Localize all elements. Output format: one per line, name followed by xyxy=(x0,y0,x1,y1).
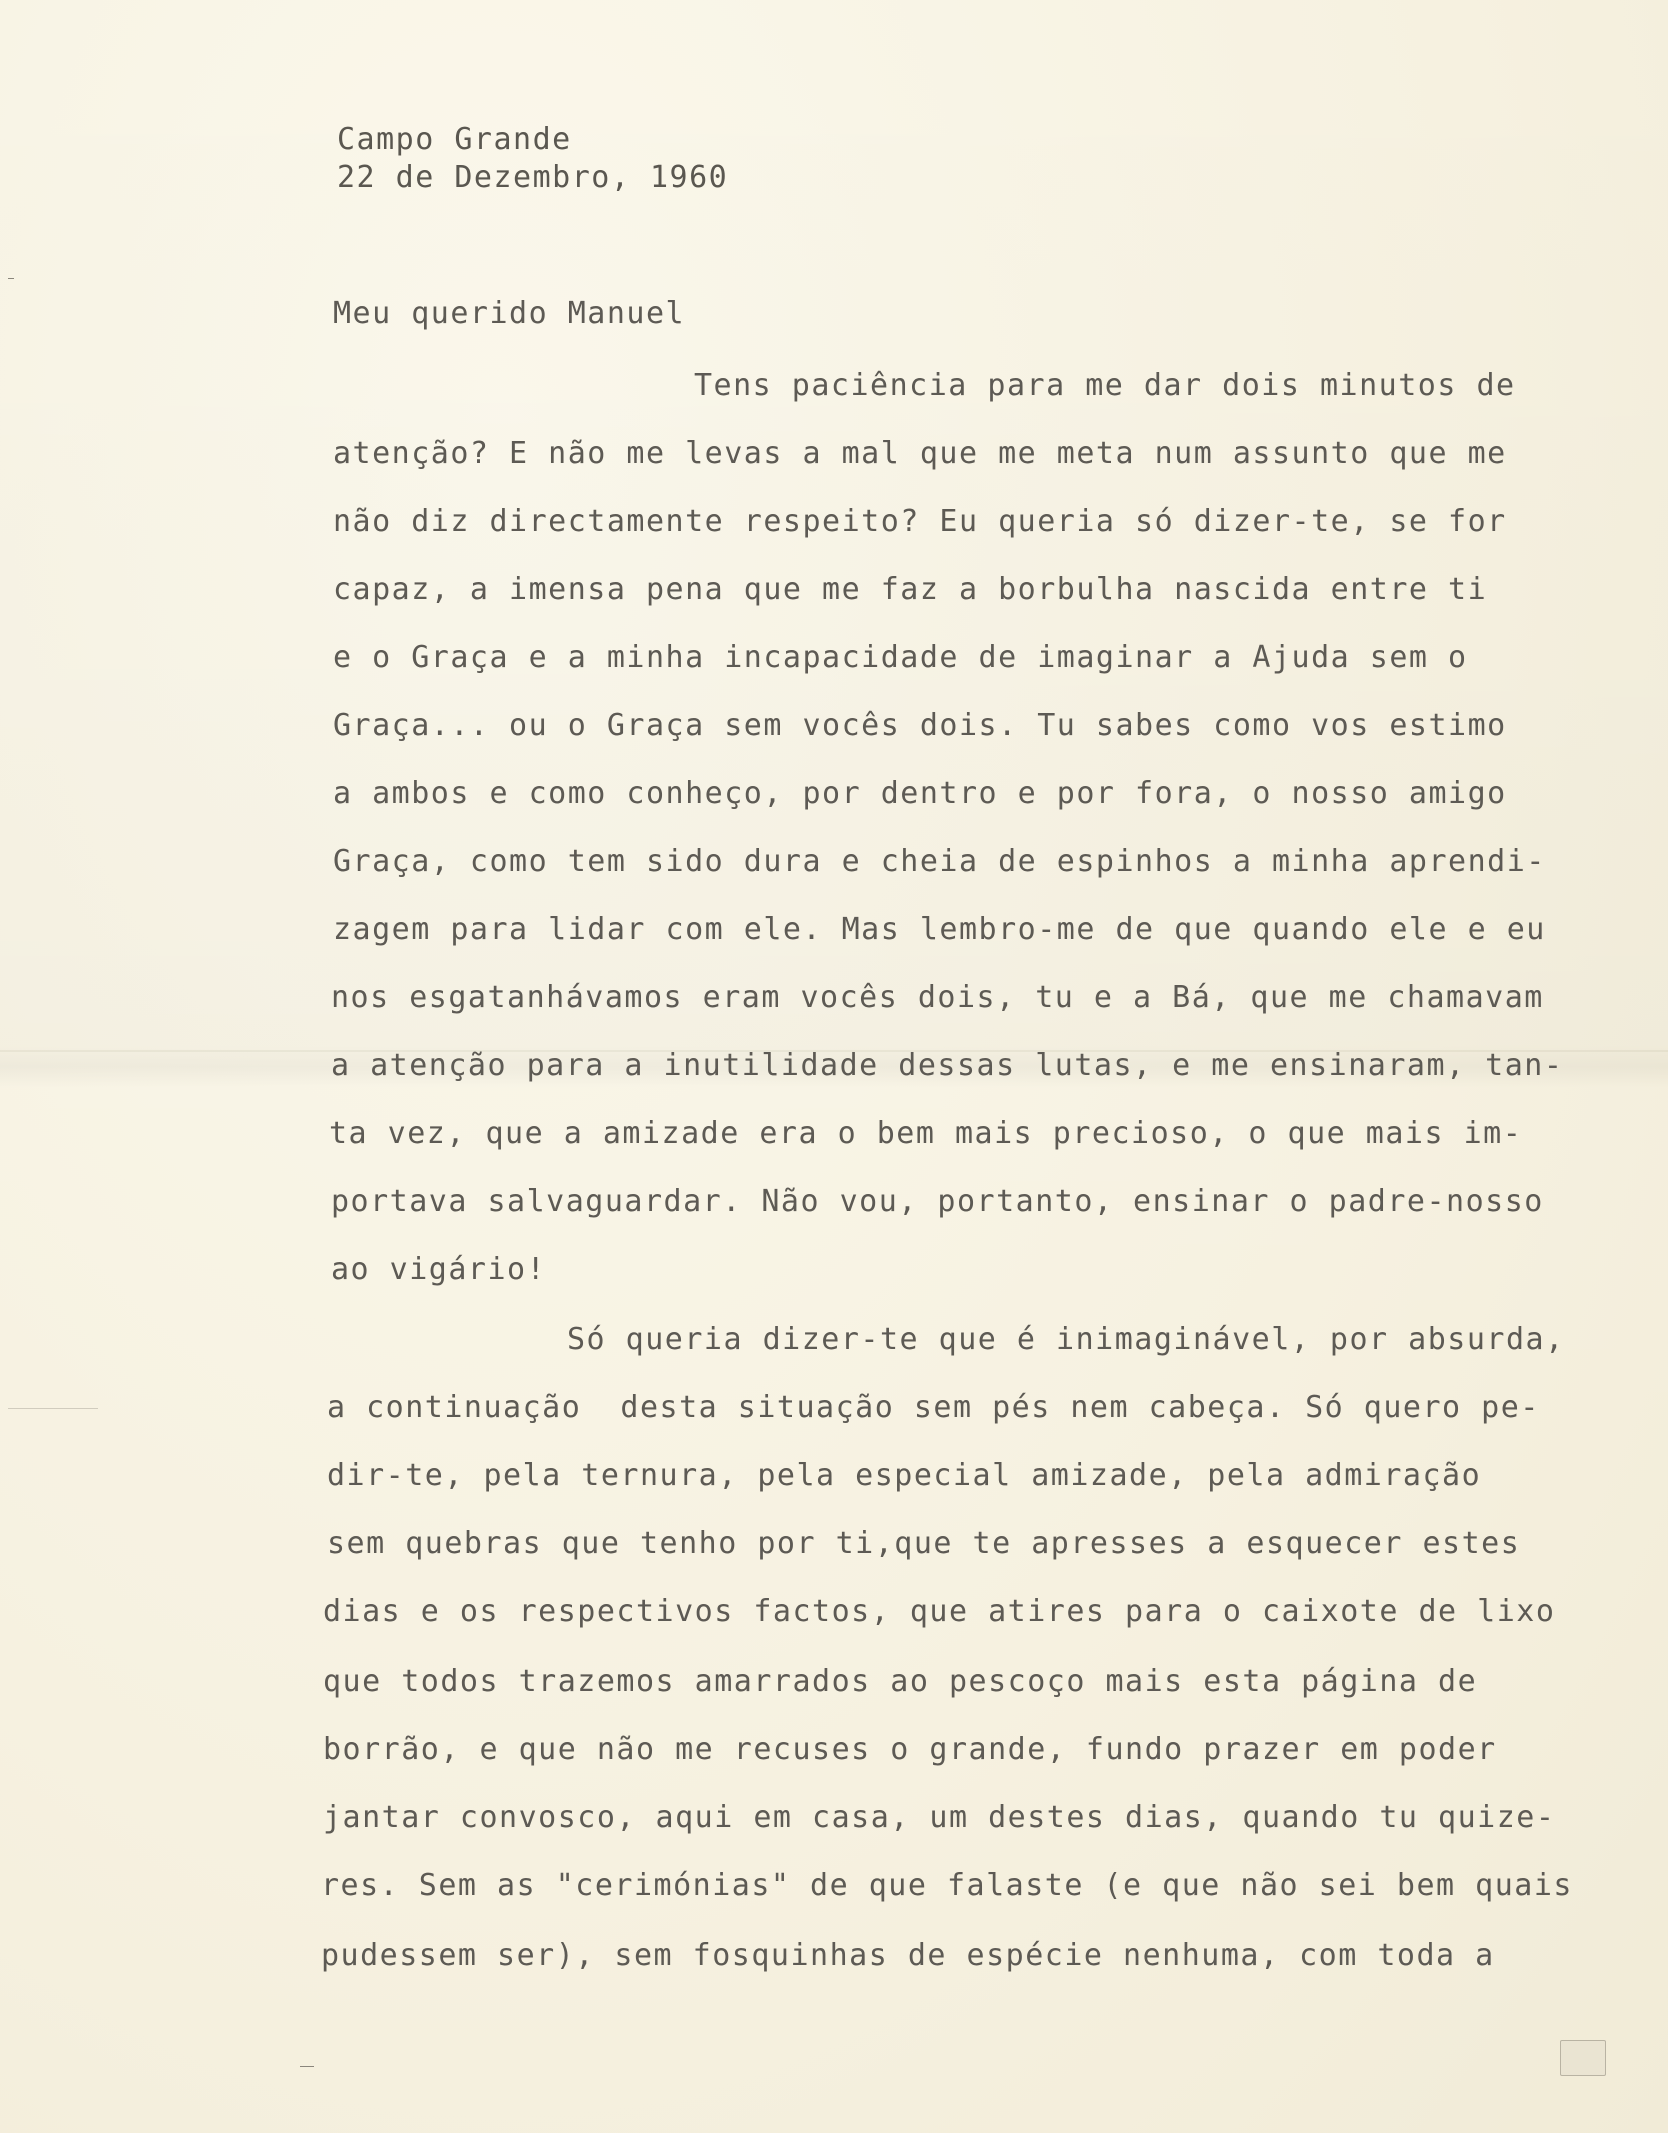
body-line: ao vigário! xyxy=(331,1252,547,1287)
date-line: 22 de Dezembro, 1960 xyxy=(337,160,729,195)
body-line: portava salvaguardar. Não vou, portanto, ensinar o padre-nosso xyxy=(331,1184,1544,1219)
body-line: borrão, e que não me recuses o grande, fundo prazer em poder xyxy=(323,1732,1497,1767)
body-line: Tens paciência para me dar dois minutos de xyxy=(694,368,1516,403)
body-line: atenção? E não me levas a mal que me meta num assunto que me xyxy=(333,436,1507,471)
body-line: dias e os respectivos factos, que atires para o caixote de lixo xyxy=(323,1594,1556,1629)
body-line: a ambos e como conheço, por dentro e por fora, o nosso amigo xyxy=(333,776,1507,811)
margin-mark xyxy=(300,2066,314,2067)
margin-mark xyxy=(8,278,14,279)
salutation: Meu querido Manuel xyxy=(333,296,686,331)
body-line: a continuação desta situação sem pés nem cabeça. Só quero pe- xyxy=(327,1390,1540,1425)
body-line: Só queria dizer-te que é inimaginável, por absurda, xyxy=(567,1322,1565,1357)
margin-mark xyxy=(8,1408,98,1409)
body-line: zagem para lidar com ele. Mas lembro-me de que quando ele e eu xyxy=(333,912,1546,947)
body-line: Graça... ou o Graça sem vocês dois. Tu sabes como vos estimo xyxy=(333,708,1507,743)
body-line: dir-te, pela ternura, pela especial amizade, pela admiração xyxy=(327,1458,1482,1493)
place-line: Campo Grande xyxy=(337,122,572,157)
body-line: nos esgatanhávamos eram vocês dois, tu e a Bá, que me chamavam xyxy=(331,980,1544,1015)
archive-stamp xyxy=(1560,2040,1606,2076)
body-line: ta vez, que a amizade era o bem mais precioso, o que mais im- xyxy=(329,1116,1523,1151)
body-line: sem quebras que tenho por ti,que te apresses a esquecer estes xyxy=(327,1526,1521,1561)
body-line: pudessem ser), sem fosquinhas de espécie nenhuma, com toda a xyxy=(321,1938,1495,1973)
body-line: Graça, como tem sido dura e cheia de espinhos a minha aprendi- xyxy=(333,844,1546,879)
body-line: e o Graça e a minha incapacidade de imaginar a Ajuda sem o xyxy=(333,640,1468,675)
body-line: jantar convosco, aqui em casa, um destes dias, quando tu quize- xyxy=(323,1800,1556,1835)
body-line: capaz, a imensa pena que me faz a borbulha nascida entre ti xyxy=(333,572,1488,607)
body-line: que todos trazemos amarrados ao pescoço mais esta página de xyxy=(323,1664,1478,1699)
body-line: res. Sem as "cerimónias" de que falaste (e que não sei bem quais xyxy=(321,1868,1573,1903)
body-line: não diz directamente respeito? Eu queria só dizer-te, se for xyxy=(333,504,1507,539)
body-line: a atenção para a inutilidade dessas lutas, e me ensinaram, tan- xyxy=(331,1048,1564,1083)
